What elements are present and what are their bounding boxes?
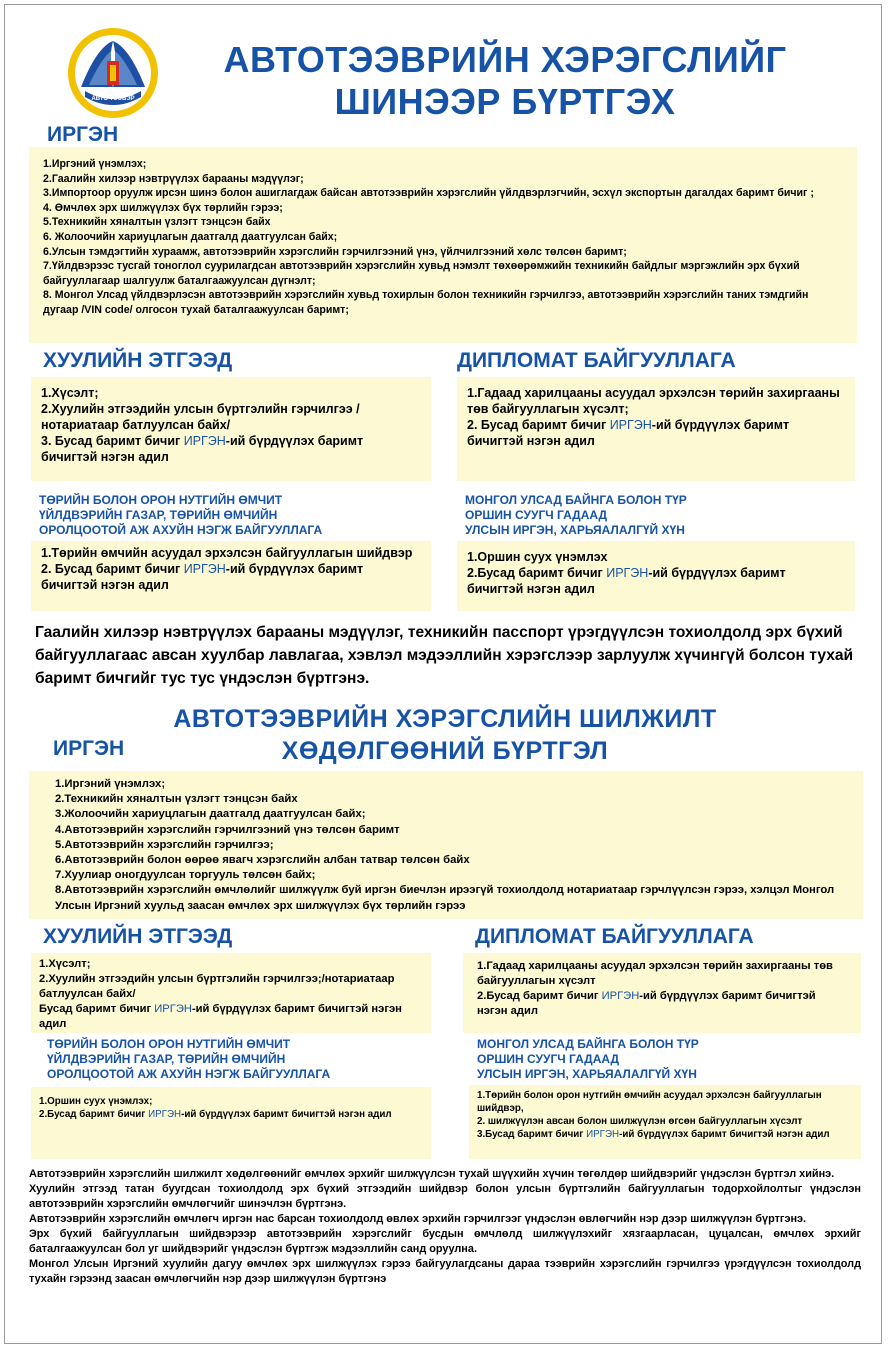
list-item: 3.Импортоор оруулж ирсэн шинэ болон ашиглагдаж байсан автотээврийн хэрэгслийн үйлдвэрлэгчийн, эсхүл экспортын дагалдах баримт бичиг ;	[43, 187, 814, 200]
citizen-requirements	[29, 147, 857, 343]
list-item: 1.Оршин суух үнэмлэх;	[39, 1096, 153, 1107]
list-item: 1.Төрийн өмчийн асуудал эрхэлсэн байгууллагын шийдвэр	[41, 546, 413, 560]
section2-title-line1: АВТОТЭЭВРИЙН ХЭРЭГСЛИЙН ШИЛЖИЛТ	[173, 705, 717, 733]
diplomatic2-requirements	[463, 953, 861, 1033]
legal-entity-requirements	[31, 377, 431, 481]
list-item: 5.Техникийн хяналтын үзлэгт тэнцсэн байх	[43, 216, 271, 229]
list-item: 2.Гаалийн хилээр нэвтрүүлэх барааны мэдүүлэг;	[43, 172, 304, 185]
legal-entity2-heading: ХУУЛИЙН ЭТГЭЭД	[43, 925, 233, 948]
list-item: 1.Хүсэлт;	[41, 386, 99, 400]
list-item: 3. Бусад баримт бичиг ИРГЭН-ий бүрдүүлэх баримт бичигтэй нэгэн адил	[41, 434, 364, 464]
state-owned-requirements	[31, 541, 431, 611]
citizen-heading: ИРГЭН	[47, 123, 119, 146]
citizen-highlight: ИРГЭН	[606, 566, 649, 580]
list-item: 7.Хуулиар оногдуулсан торгууль төлсөн байх;	[55, 869, 316, 882]
list-item: 6.Улсын тэмдэгтийн хураамж, автотээврийн хэрэгслийн гэрчилгээний үнэ, үйлчилгээний хөлс төлсөн баримт;	[43, 245, 627, 258]
citizen-list	[43, 157, 843, 318]
list-item: 2. Бусад баримт бичиг ИРГЭН-ий бүрдүүлэх баримт бичигтэй нэгэн адил	[467, 418, 790, 448]
state-owned-heading: ТӨРИЙН БОЛОН ОРОН НУТГИЙН ӨМЧИТ ҮЙЛДВЭРИЙН ГАЗАР, ТӨРИЙН ӨМЧИЙН ОРОЛЦООТОЙ АЖ АХУЙН НЭГЖ БАЙГУУЛЛАГА	[39, 493, 323, 537]
citizen-highlight: ИРГЭН	[183, 562, 226, 576]
list-item: 2. Бусад баримт бичиг ИРГЭН-ий бүрдүүлэх баримт бичигтэй нэгэн адил	[41, 562, 364, 592]
list-item: 2.Хуулийн этгээдийн улсын бүртгэлийн гэрчилгээ /нотариатаар батлуулсан байх/	[41, 402, 360, 432]
list-item: 4. Өмчлөх эрх шилжүүлэх бүх төрлийн гэрээ;	[43, 201, 283, 214]
list-item: 1.Төрийн болон орон нутгийн өмчийн асуудал эрхэлсэн байгууллагын шийдвэр,	[477, 1090, 822, 1114]
list-item: 2. шилжүүлэн авсан болон шилжүүлэн өгсөн байгууллагын хүсэлт	[477, 1116, 803, 1127]
footer-paragraph: Хуулийн этгээд татан буугдсан тохиолдолд эрх бүхий этгээдийн шийдвэр болон улсын бүртгэлийн байгууллагын тодорхойлолтыг үндэслэн автотээврийн хэрэгслийн өмчлөгчийг шинэчлэн бүртгэнэ.	[29, 1183, 861, 1210]
citizen-highlight: ИРГЭН	[154, 1003, 192, 1015]
foreign-resident2-requirements	[469, 1085, 861, 1159]
page-title-line1: АВТОТЭЭВРИЙН ХЭРЭГСЛИЙГ	[223, 39, 787, 80]
citizen-highlight: ИРГЭН	[609, 418, 652, 432]
citizen-highlight: ИРГЭН	[586, 1129, 620, 1140]
footer-paragraph: Монгол Улсын Иргэний хуулийн дагуу өмчлөх эрх шилжүүлэх гэрээ байгуулагдсаны дараа тээврийн хэрэгслийн гэрчилгээ үрэгдүүлсэн тохиолдолд тухайн гэрээнд заасан өмчлөгчийн нэр дээр шилжүүлэн бүртгэнэ	[29, 1258, 861, 1285]
diplomatic-requirements	[457, 377, 855, 481]
page-title	[155, 39, 855, 123]
section2-title-line2: ХӨДӨЛГӨӨНИЙ БҮРТГЭЛ	[281, 737, 609, 765]
list-item: 7.Үйлдвэрээс тусгай тоноглол суурилагдсан автотээврийн хэрэгслийн хувьд нэмэлт төхөөрөмжийн техникийн байдлыг мэргэжлийн эрх бүхий байгууллагаар шалгуулж баталгаажуулсан дүгнэлт;	[43, 260, 800, 287]
citizen2-requirements	[29, 771, 863, 919]
list-item: 2.Бусад баримт бичиг ИРГЭН-ий бүрдүүлэх баримт бичигтэй нэгэн адил	[477, 990, 816, 1017]
citizen-highlight: ИРГЭН	[183, 434, 226, 448]
foreign-resident-heading: МОНГОЛ УЛСАД БАЙНГА БОЛОН ТҮР ОРШИН СУУГЧ ГАДААД УЛСЫН ИРГЭН, ХАРЬЯАЛАЛГҮЙ ХҮН	[465, 493, 687, 537]
note-paragraph: Гаалийн хилээр нэвтрүүлэх барааны мэдүүлэг, техникийн пасспорт үрэгдүүлсэн тохиолдолд эрх бүхий байгууллагаас авсан хуулбар лавлагаа, хэвлэл мэдээллийн хэрэгслээр зарлуулж хүчингүй болсон тухай баримт бичгийг тус тус үндэслэн бүртгэнэ.	[35, 624, 854, 687]
footer-paragraph: Автотээврийн хэрэгслийн шилжилт хөдөлгөөнийг өмчлөх эрхийг шилжүүлсэн тухай шүүхийн хүчин төгөлдөр шийдвэрийг үндэслэн бүртгэл хийнэ.	[29, 1168, 835, 1180]
list-item: 5.Автотээврийн хэрэгслийн гэрчилгээ;	[55, 838, 274, 851]
logo	[67, 27, 159, 119]
diplomatic2-heading: ДИПЛОМАТ БАЙГУУЛЛАГА	[475, 925, 754, 948]
citizen-highlight: ИРГЭН	[148, 1109, 182, 1120]
list-item: 1.Хүсэлт;	[39, 958, 91, 970]
citizen2-heading: ИРГЭН	[53, 737, 125, 760]
list-item: Бусад баримт бичиг ИРГЭН-ий бүрдүүлэх баримт бичигтэй нэгэн адил	[39, 1003, 402, 1030]
state-owned2-requirements	[31, 1087, 431, 1159]
citizen-highlight: ИРГЭН	[601, 990, 640, 1002]
poster	[4, 4, 882, 1344]
list-item: 1.Оршин суух үнэмлэх	[467, 550, 608, 564]
footer-notes	[29, 1167, 861, 1287]
footer-paragraph: Автотээврийн хэрэгслийн өмчлөгч иргэн нас барсан тохиолдолд өвлөх эрхийн гэрчилгээг үндэслэн өвлөгчийн нэр дээр шилжүүлэн бүртгэнэ.	[29, 1213, 807, 1225]
logo-text: АВТО ТЭЭВЭР	[91, 96, 135, 102]
foreign-resident-requirements	[457, 541, 855, 611]
page-title-line2: ШИНЭЭР БҮРТГЭХ	[334, 81, 676, 122]
list-item: 3.Бусад баримт бичиг ИРГЭН-ий бүрдүүлэх баримт бичигтэй нэгэн адил	[477, 1129, 830, 1140]
list-item: 1.Иргэний үнэмлэх;	[43, 158, 147, 170]
foreign-resident2-heading: МОНГОЛ УЛСАД БАЙНГА БОЛОН ТҮР ОРШИН СУУГЧ ГАДААД УЛСЫН ИРГЭН, ХАРЬЯАЛАЛГҮЙ ХҮН	[477, 1037, 699, 1081]
diplomatic-heading: ДИПЛОМАТ БАЙГУУЛЛАГА	[457, 349, 736, 372]
list-item: 1.Гадаад харилцааны асуудал эрхэлсэн төрийн захиргааны төв байгууллагын хүсэлт;	[467, 386, 840, 416]
section2-title	[135, 703, 755, 767]
list-item: 6.Автотээврийн болон өөрөө явагч хэрэгслийн албан татвар төлсөн байх	[55, 854, 470, 867]
legal-entity2-requirements	[31, 953, 431, 1033]
footer-paragraph: Эрх бүхий байгууллагын шийдвэрээр автотээврийн хэрэгслийг бусдын өмчлөлд шилжүүлэхийг хязгаарласан, цуцалсан, өмчлөх эрхийг баталгаажуулсан бол уг шийдвэрийг үндэслэн бүртгэж мэдээллийн санд оруулна.	[29, 1228, 861, 1255]
list-item: 8. Монгол Улсад үйлдвэрлэсэн автотээврийн хэрэгслийн хувьд тохирлын болон техникийн гэрчилгээ, автотээврийн хэрэгслийн таних тэмдгийн дугаар /VIN code/ олгосон тухай баталгаажуулсан баримт;	[43, 289, 809, 316]
list-item: 2.Хуулийн этгээдийн улсын бүртгэлийн гэрчилгээ;/нотариатаар батлуулсан байх/	[39, 973, 395, 1000]
list-item: 8.Автотээврийн хэрэгслийн өмчлөлийг шилжүүлж буй иргэн биечлэн ирээгүй тохиолдолд нотариатаар гэрчлүүлсэн гэрээ, хэлцэл Монгол Улсын Иргэний хуульд заасан өмчлөх эрх шилжүүлэх бүх төрлийн гэрээ	[55, 884, 835, 912]
state-owned2-heading: ТӨРИЙН БОЛОН ОРОН НУТГИЙН ӨМЧИТ ҮЙЛДВЭРИЙН ГАЗАР, ТӨРИЙН ӨМЧИЙН ОРОЛЦООТОЙ АЖ АХУЙН НЭГЖ БАЙГУУЛЛАГА	[47, 1037, 331, 1081]
list-item: 1.Иргэний үнэмлэх;	[55, 778, 166, 790]
list-item: 2.Техникийн хяналтын үзлэгт тэнцсэн байх	[55, 793, 298, 806]
list-item: 3.Жолоочийн хариуцлагын даатгалд даатгуулсан байх;	[55, 808, 366, 821]
list-item: 6. Жолоочийн хариуцлагын даатгалд даатгуулсан байх;	[43, 230, 338, 243]
list-item: 2.Бусад баримт бичиг ИРГЭН-ий бүрдүүлэх баримт бичигтэй нэгэн адил	[467, 566, 786, 596]
list-item: 4.Автотээврийн хэрэгслийн гэрчилгээний үнэ төлсөн баримт	[55, 823, 400, 836]
list-item: 2.Бусад баримт бичиг ИРГЭН-ий бүрдүүлэх баримт бичигтэй нэгэн адил	[39, 1109, 392, 1120]
list-item: 1.Гадаад харилцааны асуудал эрхэлсэн төрийн захиргааны төв байгууллагын хүсэлт	[477, 960, 833, 987]
legal-entity-heading: ХУУЛИЙН ЭТГЭЭД	[43, 349, 233, 372]
